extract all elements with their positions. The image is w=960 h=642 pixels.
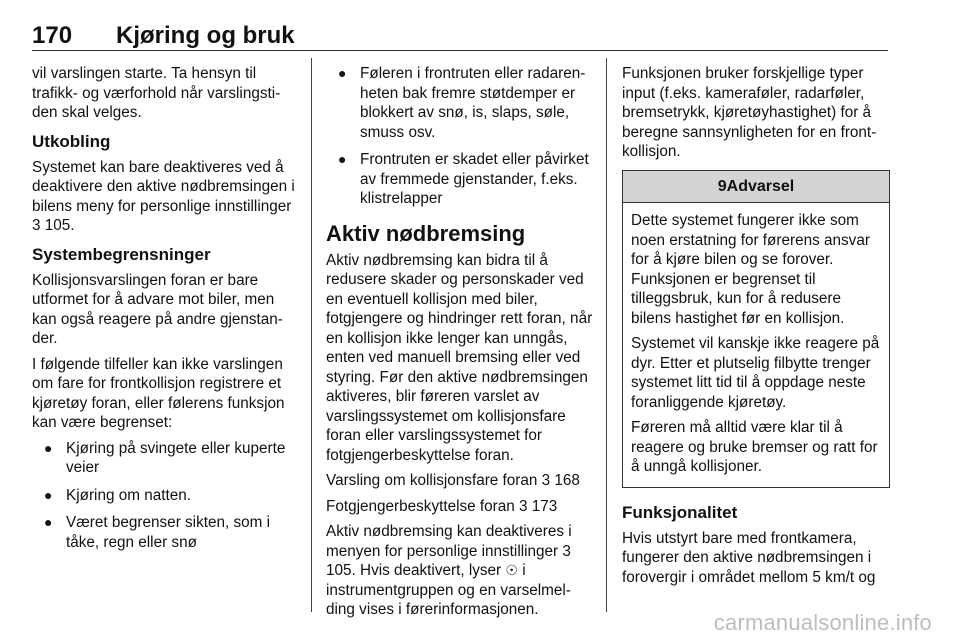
paragraph: I følgende tilfeller kan ikke varslingen om fare for frontkollisjon registrere et kjøretøy foran, eller følerens funksjon kan være begrenset: [32,355,285,431]
list-item: ● Kjøring på svingete eller kuperte veier [44,439,286,476]
list-item: ● Frontruten er skadet eller påvirket av fremmede gjenstander, f.eks. klistrelapper [338,151,589,207]
paragraph: Aktiv nødbremsing kan deaktiveres i menyen for personlige innstillinger 3 105. Hvis deaktivert, lyser ☉ i instrumentgruppen og en varselmelding vises i førerinformasjonen. [326,523,572,618]
bullet-icon: ● [44,486,53,503]
emergency-brake-indicator-icon: ☉ [505,562,518,578]
page-title: Kjøring og bruk [116,22,295,49]
heading-funksjonalitet: Funksjonalitet [622,502,738,522]
column-1 [32,64,298,560]
bullet-icon: ● [44,439,53,456]
header-rule [32,50,888,51]
bullet-icon: ● [338,65,347,81]
warning-icon: 9 [717,177,727,195]
bullet-icon: ● [338,151,347,167]
paragraph: Systemet kan bare deaktiveres ved å deaktivere den aktive nødbremsingen i bilens meny for personlige innstillinger 3 105. [32,158,295,234]
page-number: 170 [32,22,73,49]
paragraph: Dette systemet fungerer ikke som noen erstatning for førerens ansvar for å kjøre bilen og se forover. Funksjonen er begrenset til tilleggsbruk, kun for å redusere bilens hastighet før en kollisjon. [631,212,870,327]
cross-reference: Fotgjengerbeskyttelse foran 3 173 [326,497,558,515]
heading-systembegrensninger: Systembegrensninger [32,244,211,264]
warning-title: Advarsel [726,177,795,195]
heading-utkobling: Utkobling [32,131,111,151]
paragraph: Kollisjonsvarslingen foran er bare utformet for å advare mot biler, men kan også reagere på andre gjenstander. [32,271,283,347]
warning-header [623,171,889,204]
paragraph: Systemet vil kanskje ikke reagere på dyr. Etter et plutselig filbytte trenger systemet litt tid til å oppdage neste foranliggende kjøretøy. [631,335,880,411]
paragraph: Hvis utstyrt bare med frontkamera, fungerer den aktive nødbremsingen i forovergir i området mellom 5 km/t og [622,529,876,586]
list-item: ● Føleren i frontruten eller radarenheten bak fremre støtdemper er blokkert av snø, is, slaps, søle, smuss osv. [338,65,586,141]
column-3 [622,64,890,593]
cross-reference: Varsling om kollisjonsfare foran 3 168 [326,472,580,489]
bullet-icon: ● [44,514,53,530]
page-header [32,18,888,52]
bullet-list [32,439,298,553]
bullet-list [326,64,594,209]
paragraph: Føreren må alltid være klar til å reagere og bruke bremser og ratt for å unngå kollisjoner. [631,419,878,475]
column-divider [311,58,312,612]
column-divider [606,58,607,612]
watermark: carmanualsonline.info [713,610,932,635]
paragraph: vil varslingen starte. Ta hensyn til trafikk- og værforhold når varslingstiden skal velges. [32,65,281,121]
list-item: ● Været begrenser sikten, som i tåke, regn eller snø [44,514,271,551]
paragraph: Funksjonen bruker forskjellige typer input (f.eks. kameraføler, radarføler, bremsetrykk, kjøretøyhastighet) for å beregne sannsynligheten for en frontkollisjon. [622,65,877,160]
warning-body [623,203,889,487]
list-item: ● Kjøring om natten. [44,486,191,504]
heading-aktiv-nodbremsing: Aktiv nødbremsing [326,220,526,246]
warning-box [622,170,890,488]
column-2 [326,64,594,626]
paragraph: Aktiv nødbremsing kan bidra til å redusere skader og personskader ved en eventuell kollisjon med biler, fotgjengere og hindringer rett foran, når en kollisjon ikke lenger kan unngås, enten ved manuell bremsing eller ved styring. Før den aktive nødbremsingen aktiveres, blir føreren varslet av varslingssystemet om kollisjonsfare foran eller varslingssystemet for fotgjengerbeskyttelse foran. [326,251,593,464]
